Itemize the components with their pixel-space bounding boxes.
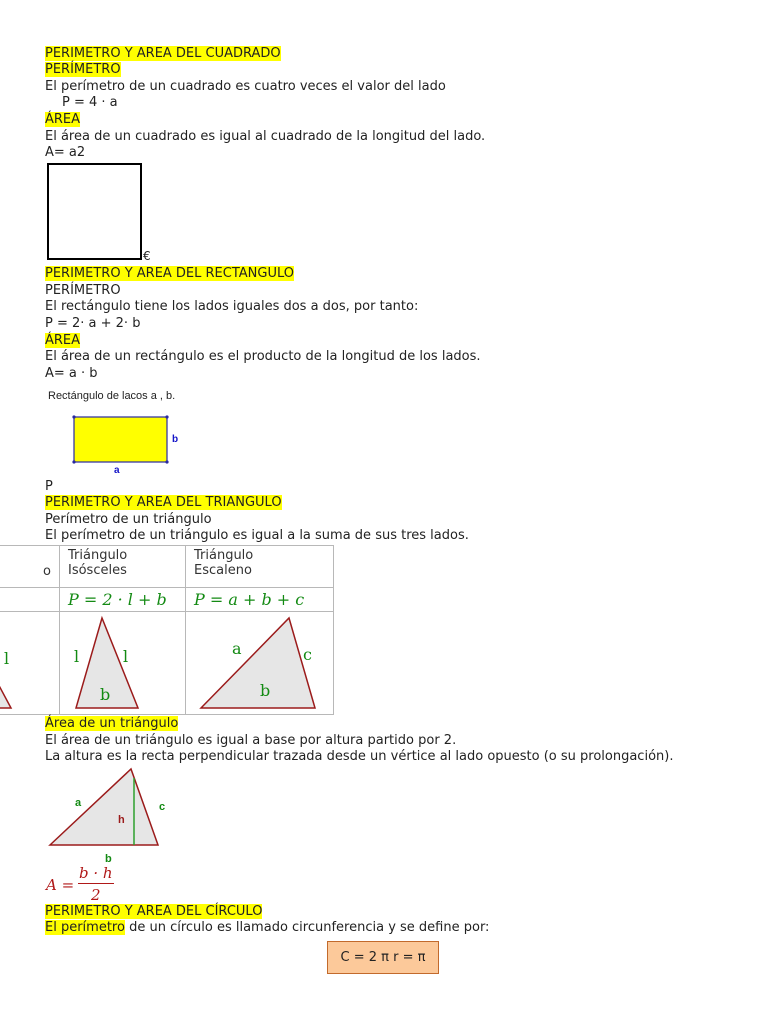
circle-section-heading: PERIMETRO Y AREA DEL CÍRCULO: [45, 904, 263, 919]
circle-perimeter-text: El perímetro de un círculo es llamado circunferencia y se define por:: [45, 920, 490, 935]
rectangle-label-b: b: [172, 434, 179, 445]
isosceles-label-left: l: [74, 647, 80, 666]
triangle-section-heading: PERIMETRO Y AREA DEL TRIANGULO: [45, 495, 282, 510]
square-area-heading: ÁREA: [45, 112, 81, 127]
triangle-height-figure: [45, 766, 175, 866]
scalene-label-b: b: [260, 681, 271, 700]
height-figure-label-c: c: [159, 801, 166, 813]
square-perimeter-formula: P = 4 · a: [62, 95, 118, 110]
triangle-types-table: [0, 545, 334, 715]
square-figure-mark: €: [143, 249, 151, 263]
square-area-formula: A= a2: [45, 145, 86, 160]
rectangle-area-text: El área de un rectángulo es el producto de la longitud de los lados.: [45, 349, 481, 364]
square-figure: [47, 163, 142, 260]
triangle-perimeter-heading: Perímetro de un triángulo: [45, 512, 212, 527]
triangle-perimeter-text: El perímetro de un triángulo es igual a la suma de sus tres lados.: [45, 528, 469, 543]
rectangle-figure: [65, 410, 195, 478]
rectangle-perimeter-formula: P = 2· a + 2· b: [45, 316, 141, 331]
table-cell: [60, 612, 186, 715]
square-area-text: El área de un cuadrado es igual al cuadrado de la longitud del lado.: [45, 129, 486, 144]
table-row: [0, 588, 334, 612]
rectangle-area-formula: A= a · b: [45, 366, 98, 381]
height-figure-label-h: h: [118, 814, 125, 826]
equilateral-triangle-figure: [0, 612, 59, 714]
table-cell: [0, 588, 60, 612]
table-row: [0, 546, 334, 588]
rectangle-section-heading: PERIMETRO Y AREA DEL RECTANGULO: [45, 266, 294, 281]
square-section-heading: PERIMETRO Y AREA DEL CUADRADO: [45, 46, 281, 61]
table-cell: P = 2 · l + b: [60, 588, 186, 612]
triangle-area-text-1: El área de un triángulo es igual a base por altura partido por 2.: [45, 733, 457, 748]
height-figure-label-a: a: [75, 797, 82, 809]
rectangle-shape: [74, 417, 167, 462]
isosceles-label-base: b: [100, 685, 111, 704]
table-header-cell: o: [0, 546, 60, 588]
table-cell: [0, 612, 60, 715]
rectangle-figure-caption: Rectángulo de lacos a , b.: [48, 390, 176, 402]
scalene-label-a: a: [232, 639, 242, 658]
isosceles-label-right: l: [123, 647, 129, 666]
isosceles-triangle-figure: [60, 612, 185, 714]
height-figure-label-b: b: [105, 853, 112, 865]
scalene-label-c: c: [303, 645, 312, 664]
table-cell: P = a + b + c: [186, 588, 334, 612]
rectangle-perimeter-text: El rectángulo tiene los lados iguales dos a dos, por tanto:: [45, 299, 419, 314]
table-header-cell: Triángulo Isósceles: [60, 546, 186, 588]
rectangle-perimeter-heading: PERÍMETRO: [45, 283, 121, 298]
triangle-area-heading: Área de un triángulo: [45, 716, 179, 731]
square-perimeter-text: El perímetro de un cuadrado es cuatro veces el valor del lado: [45, 79, 446, 94]
triangle-area-text-2: La altura es la recta perpendicular trazada desde un vértice al lado opuesto (o su prolongación).: [45, 749, 674, 764]
rectangle-trailing-text: P: [45, 479, 53, 494]
circumference-formula-box: C = 2 π r = π: [327, 941, 439, 974]
rectangle-area-heading: ÁREA: [45, 333, 81, 348]
square-perimeter-heading: PERÍMETRO: [45, 62, 121, 77]
table-row: [0, 612, 334, 715]
rectangle-label-a: a: [114, 465, 120, 476]
table-header-cell: Triángulo Escaleno: [186, 546, 334, 588]
svg-text:l: l: [4, 649, 10, 668]
table-cell: [186, 612, 334, 715]
scalene-triangle-figure: [186, 612, 333, 714]
